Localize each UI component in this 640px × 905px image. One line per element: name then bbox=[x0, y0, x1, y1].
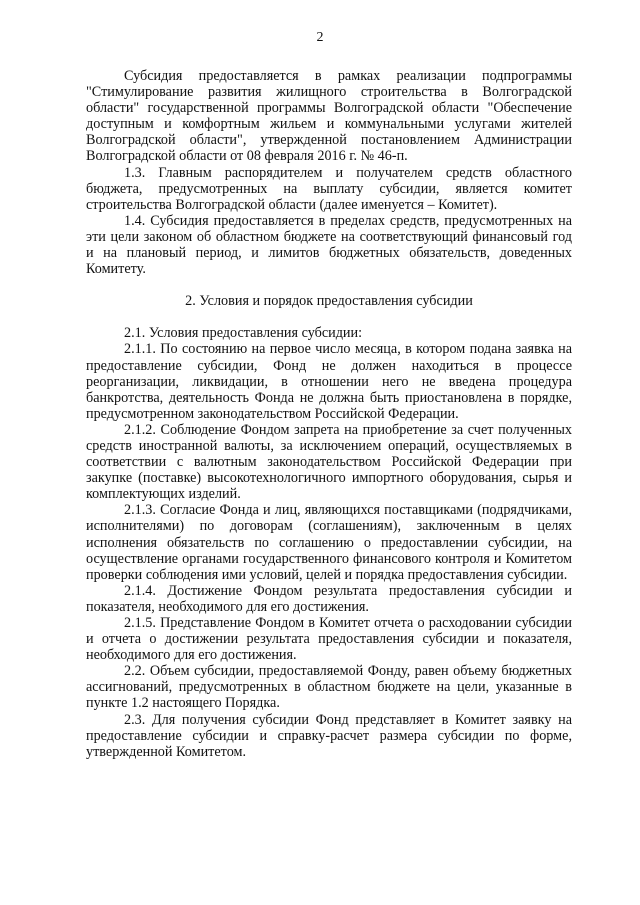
paragraph-2-3: 2.3. Для получения субсидии Фонд представляет в Комитет заявку на предоставление субсидии и справку-расчет размера субсидии по форме, утвержденной Комитетом. bbox=[86, 711, 572, 760]
page-number: 2 bbox=[316, 30, 324, 45]
paragraph-2-1-1: 2.1.1. По состоянию на первое число месяца, в котором подана заявка на предоставление субсидии, Фонд не должен находиться в процессе реорганизации, ликвидации, в отношении него не введена процедура банкротства, деятельность Фонда не должна быть приостановлена в порядке, предусмотренном законодательством Российской Федерации. bbox=[86, 341, 572, 422]
paragraph-1-4: 1.4. Субсидия предоставляется в пределах средств, предусмотренных на эти цели законом об областном бюджете на соответствующий финансовый год и на плановый период, и лимитов бюджетных обязательств, доведенных Комитету. bbox=[86, 212, 572, 278]
paragraph-2-1-5: 2.1.5. Представление Фондом в Комитет отчета о расходовании субсидии и отчета о достижении результата предоставления субсидии и показателя, необходимого для его достижения. bbox=[86, 615, 572, 664]
document-body bbox=[86, 68, 572, 760]
section-heading: 2. Условия и порядок предоставления субсидии bbox=[185, 293, 473, 310]
paragraph-2-2: 2.2. Объем субсидии, предоставляемой Фонду, равен объему бюджетных ассигнований, предусмотренных в областном бюджете на цели, указанные в пункте 1.2 настоящего Порядка. bbox=[86, 663, 572, 712]
paragraph-subsidy-program: Субсидия предоставляется в рамках реализации подпрограммы "Стимулирование развития жилищного строительства в Волгоградской области" государственной программы Волгоградской области "Обеспечение доступным и комфортным жильем и коммунальными услугами жителей Волгоградской области", утвержденной постановлением Администрации Волгоградской области от 08 февраля 2016 г. № 46-п. bbox=[86, 68, 572, 165]
paragraph-2-1-2: 2.1.2. Соблюдение Фондом запрета на приобретение за счет полученных средств иностранной валюты, за исключением операций, осуществляемых в соответствии с валютным законодательством Российской Федерации при закупке (поставке) высокотехнологичного импортного оборудования, сырья и комплектующих изделий. bbox=[86, 421, 572, 503]
paragraph-2-1-3: 2.1.3. Согласие Фонда и лиц, являющихся поставщиками (подрядчиками, исполнителями) по договорам (соглашениям), заключенным в целях исполнения обязательств по соглашению о предоставлении субсидии, на осуществление органами государственного финансового контроля и Комитетом проверки соблюдения ими условий, целей и порядка предоставления субсидии. bbox=[86, 502, 572, 583]
paragraph-2-1-4: 2.1.4. Достижение Фондом результата предоставления субсидии и показателя, необходимого для его достижения. bbox=[86, 582, 572, 615]
paragraph-2-1: 2.1. Условия предоставления субсидии: bbox=[124, 325, 363, 342]
paragraph-1-3: 1.3. Главным распорядителем и получателем средств областного бюджета, предусмотренных на выплату субсидии, является комитет строительства Волгоградской области (далее именуется – Комитет). bbox=[86, 164, 572, 213]
